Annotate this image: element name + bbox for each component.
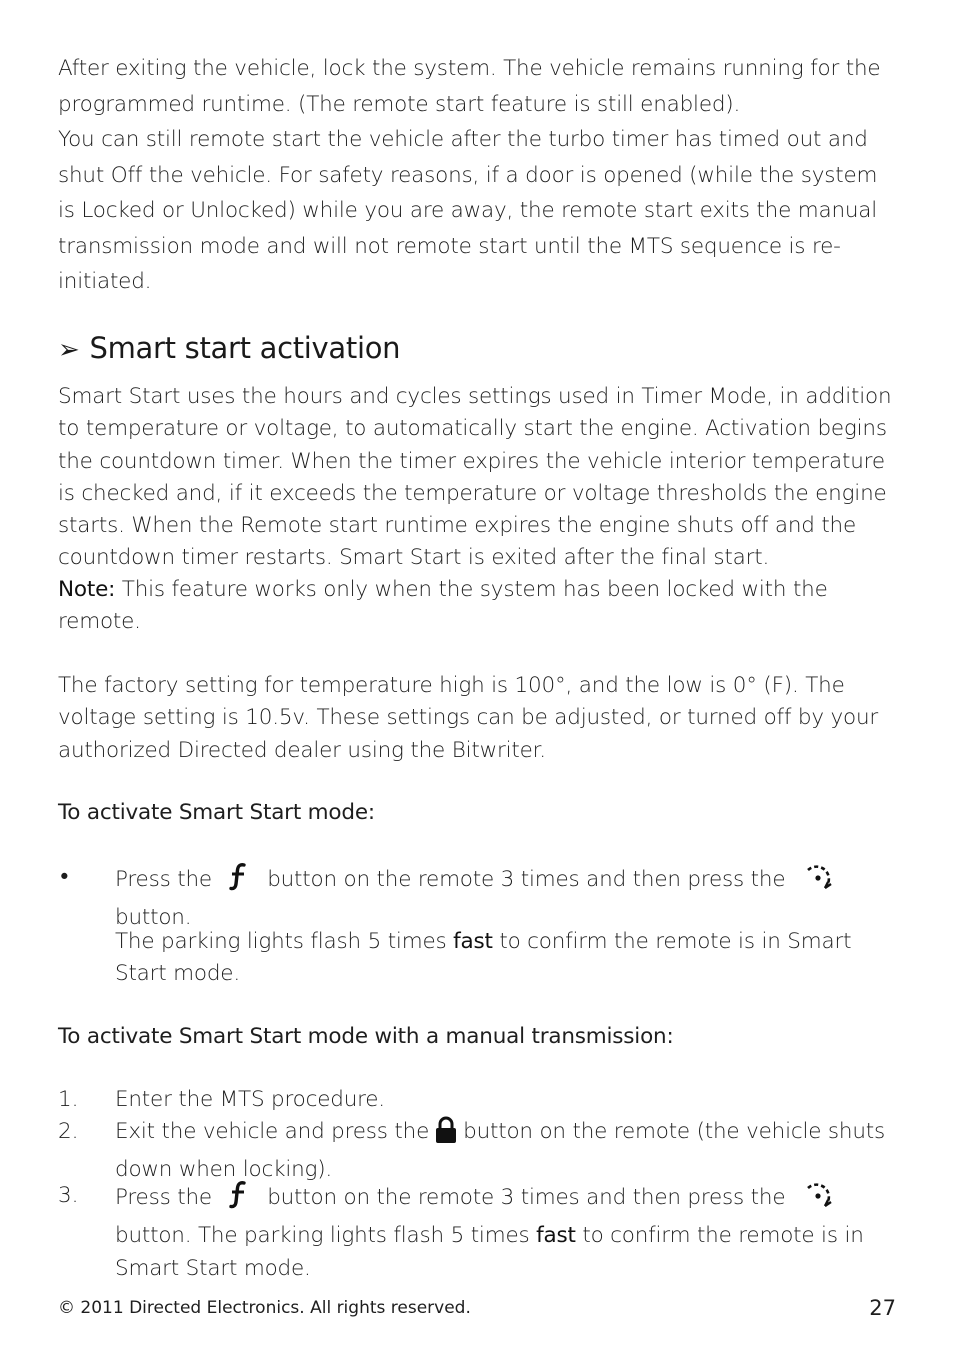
fast-emphasis: fast [453,929,493,954]
confirm-text-a: The parking lights flash 5 times [115,929,447,954]
activate-heading: To activate Smart Start mode: [58,800,375,825]
step3-text-b: button on the remote 3 times and then press the [267,1185,786,1210]
step-number-2: 2. [58,1119,79,1144]
step-text-b: button on the remote 3 times and then press the [267,867,786,892]
activate-step [115,862,895,935]
step2-text-b: button on the remote (the vehicle shuts down when locking). [115,1119,885,1183]
remote-start-icon [800,862,836,902]
function-f-icon [227,1180,253,1220]
fast-emphasis: fast [536,1223,576,1249]
intro-paragraph-2: You can still remote start the vehicle after the turbo timer has timed out and shut Off the vehicle. For safety reasons, if a door is opened (while the system is Locked or Unlocked) while you are away, the remote start exits the manual transmission mode and will not remote start until the MTS sequence is re-initiated. [58,127,878,294]
step3-text-e: to confirm the remote is in Smart Start mode. [115,1223,864,1281]
manual-step-1: Enter the MTS procedure. [115,1087,385,1112]
confirm-text-b: to confirm the remote is in Smart Start mode. [115,929,852,987]
remote-start-icon [800,1180,836,1220]
step3-text-d: The parking lights flash 5 times [198,1223,530,1249]
factory-settings-paragraph: The factory setting for temperature high is 100°, and the low is 0° (F). The voltage setting is 10.5v. These settings can be adjusted, or turned off by your authorized Directed dealer using the Bitwriter. [58,673,879,763]
step-number-3: 3. [58,1183,79,1208]
section-title: Smart start activation [89,331,401,365]
activate-confirm [115,926,895,991]
manual-step-3 [115,1180,895,1285]
step-number-1: 1. [58,1087,79,1112]
step2-text-a: Exit the vehicle and press the [115,1119,430,1144]
bullet: • [58,865,71,890]
step3-text-a: Press the [115,1185,212,1210]
function-f-icon [227,862,253,902]
note-paragraph [58,574,903,639]
lock-icon [434,1116,458,1154]
arrow-icon: ➢ [58,335,80,365]
intro-paragraph-1: After exiting the vehicle, lock the system. The vehicle remains running for the programmed runtime. (The remote start feature is still enabled). [58,56,881,117]
section-heading [58,328,400,370]
note-label: Note: [58,577,116,602]
page-number: 27 [869,1296,896,1320]
manual-heading: To activate Smart Start mode with a manual transmission: [58,1024,674,1049]
copyright-footer: © 2011 Directed Electronics. All rights reserved. [58,1298,471,1318]
note-text: This feature works only when the system has been locked with the remote. [58,577,828,635]
manual-step-2 [115,1116,895,1187]
step-text-c: button. [115,905,192,931]
step-text-a: Press the [115,867,212,892]
step3-text-c: button. [115,1223,192,1249]
smart-start-description: Smart Start uses the hours and cycles settings used in Timer Mode, in addition to temperature or voltage, to automatically start the engine. Activation begins the countdown timer. When the timer expires the vehicle interior temperature is checked and, if it exceeds the temperature or voltage thresholds the engine starts. When the Remote start runtime expires the engine shuts off and the countdown timer restarts. Smart Start is exited after the final start. [58,384,892,571]
